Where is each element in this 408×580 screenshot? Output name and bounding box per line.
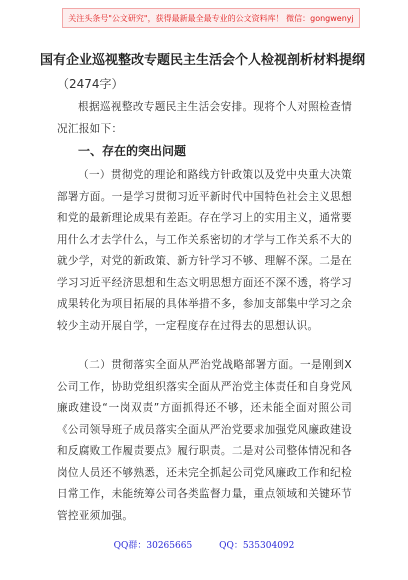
intro-paragraph: 根据巡视整改专题民主生活会安排。现将个人对照检查情况汇报如下： xyxy=(57,101,352,135)
header-banner: 关注头条号"公文研究"，获得最新最全最专业的公文资料库！ 微信：gongwenyj xyxy=(62,8,360,28)
word-count: （2474字） xyxy=(57,77,124,91)
footer-qq: QQ：535304092 xyxy=(219,541,295,551)
section-heading: 一、存在的突出问题 xyxy=(78,144,187,158)
footer-contact xyxy=(0,538,408,551)
paragraph-2: （二）贯彻落实全面从严治党战略部署方面。一是刚到X公司工作，协助党组织落实全面从严治党主体责任和自身党风廉政建设“一岗双责”方面抓得还不够，还未能全面对照公司《公司领导班子成员落实全面从严治党要求加强党风廉政建设和反腐败工作履责要点》履行职责。二是对公司整体情况和各岗位人员还不够熟悉，还未完全抓起公司党风廉政工作和纪检日常工作，未能统筹公司各类监督力量，重点领域和关键环节管控亚须加强。 xyxy=(57,359,352,522)
paragraph-1: （一）贯彻党的理论和路线方针政策以及党中央重大决策部署方面。一是学习贯彻习近平新时代中国特色社会主义思想和党的最新理论成果有差距。存在学习上的实用主义，通常要用什么才去学什么，与工作关系密切的才学与工作关系不大的就少学，对党的新政策、新方针学习不够、理解不深。二是在学习习近平经济思想和生态文明思想方面还不深不透，将学习成果转化为项目拓展的具体举措不多，参加支部集中学习之余较少主动开展自学，一定程度存在过得去的思想认识。 xyxy=(57,169,352,332)
footer-qq-group: QQ群：30265665 xyxy=(113,541,193,551)
document-title: 国有企业巡视整改专题民主生活会个人检视剖析材料提纲 xyxy=(40,53,366,68)
